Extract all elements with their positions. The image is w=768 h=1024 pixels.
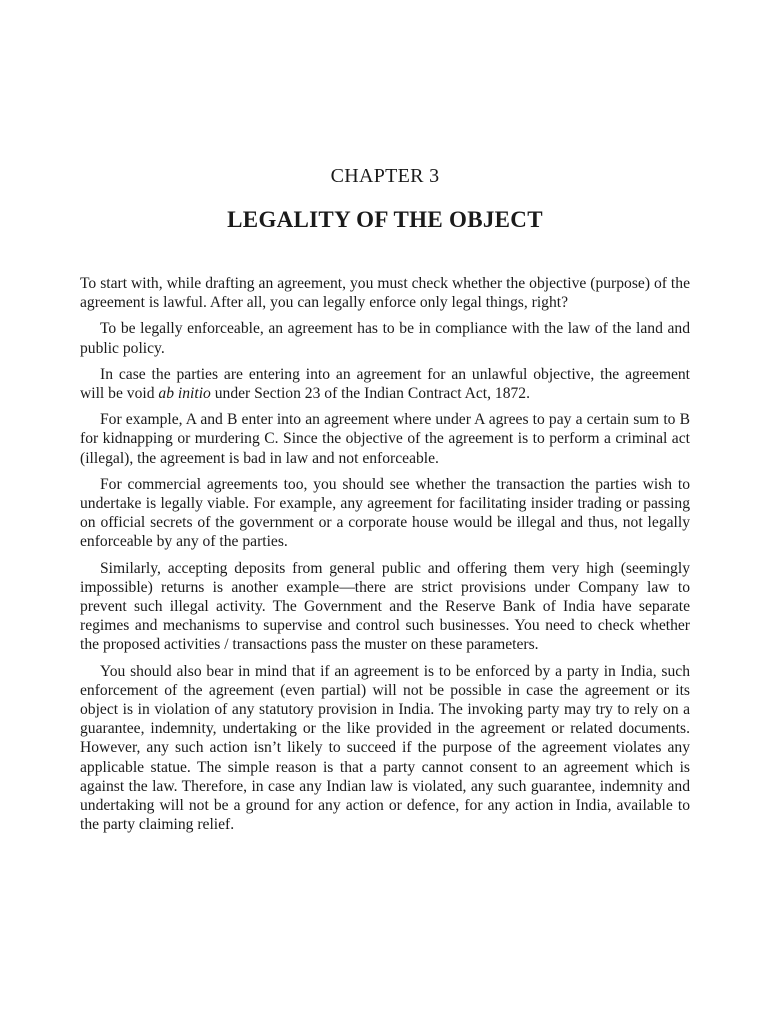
paragraph-3 [80, 365, 690, 403]
paragraph-7: You should also bear in mind that if an agreement is to be enforced by a party in India, such enforcement of the agreement (even partial) will not be possible in case the agreement or its object is in violation of any statutory provision in India. The invoking party may try to rely on a guarantee, indemnity, undertaking or the like provided in the agreement or related documents. However, any such action isn’t likely to succeed if the purpose of the agreement violates any applicable statue. The simple reason is that a party cannot consent to an agreement which is against the law. Therefore, in case any Indian law is violated, any such guarantee, indemnity and undertaking will not be a ground for any action or defence, for any action in India, available to the party claiming relief. [80, 662, 690, 834]
paragraph-5: For commercial agreements too, you should see whether the transaction the parties wish to undertake is legally viable. For example, any agreement for facilitating insider trading or passing on official secrets of the government or a corporate house would be illegal and thus, not legally enforceable by any of the parties. [80, 475, 690, 551]
paragraph-3-after: under Section 23 of the Indian Contract Act, 1872. [210, 385, 530, 403]
paragraph-3-before: In case the parties are entering into an agreement for an unlawful objective, the agreement will be void [80, 365, 690, 403]
chapter-title: LEGALITY OF THE OBJECT [227, 207, 543, 232]
latin-term: ab initio [158, 385, 211, 403]
paragraph-2: To be legally enforceable, an agreement has to be in compliance with the law of the land and public policy. [80, 320, 690, 357]
chapter-body [80, 274, 690, 841]
paragraph-4: For example, A and B enter into an agreement where under A agrees to pay a certain sum to B for kidnapping or murdering C. Since the objective of the agreement is to perform a criminal act (illegal), the agreement is bad in law and not enforceable. [80, 411, 690, 467]
chapter-number: CHAPTER 3 [330, 165, 440, 187]
paragraph-1: To start with, while drafting an agreement, you must check whether the objective (purpose) of the agreement is lawful. After all, you can legally enforce only legal things, right? [80, 275, 690, 312]
paragraph-6: Similarly, accepting deposits from general public and offering them very high (seemingly impossible) returns is another example—there are strict provisions under Company law to prevent such illegal activity. The Government and the Reserve Bank of India have separate regimes and mechanisms to supervise and control such businesses. You need to check whether the proposed activities / transactions pass the muster on these parameters. [80, 559, 690, 654]
